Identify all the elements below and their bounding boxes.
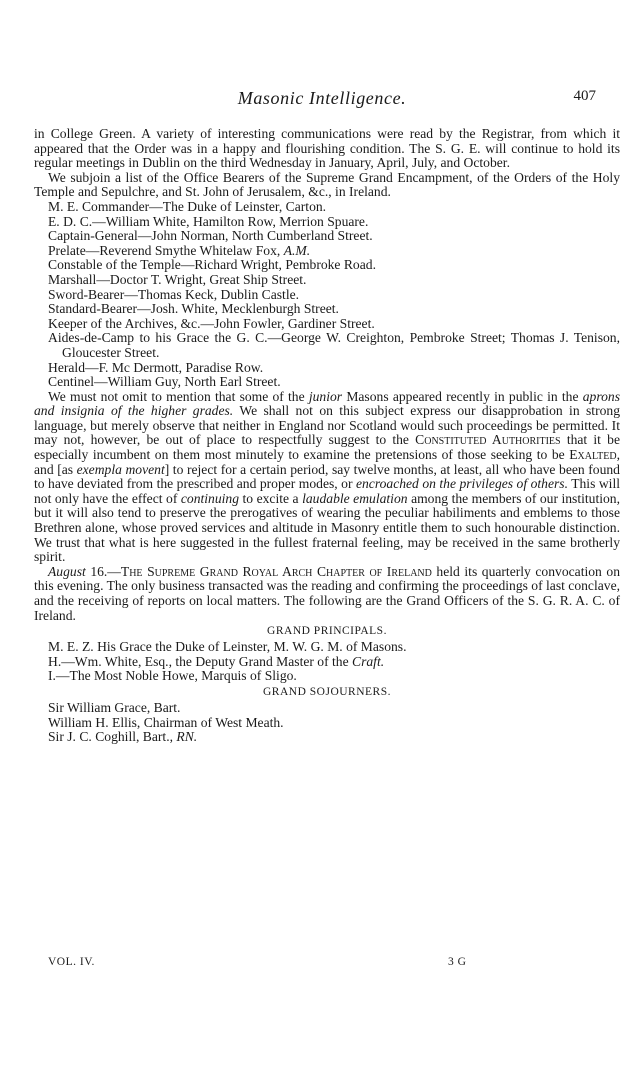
running-title: Masonic Intelligence. <box>237 88 407 108</box>
page-number: 407 <box>573 88 596 104</box>
signature-mark: 3 G <box>448 956 467 968</box>
officer-edc: E. D. C.—William White, Hamilton Row, Merrion Spuare. <box>48 213 369 229</box>
page-footer <box>48 956 596 972</box>
page-header <box>48 88 596 112</box>
heading-grand-sojourners: GRAND SOJOURNERS. <box>263 685 391 698</box>
page-body <box>34 127 620 745</box>
grand-principals-list <box>48 640 620 684</box>
heading-grand-principals: GRAND PRINCIPALS. <box>267 625 387 638</box>
officer-marshall: Marshall—Doctor T. Wright, Great Ship Street. <box>48 271 307 287</box>
principal-h: H.—Wm. White, Esq., the Deputy Grand Master of the Craft. <box>48 653 385 669</box>
officer-constable: Constable of the Temple—Richard Wright, Pembroke Road. <box>48 257 376 273</box>
officer-standard-bearer: Standard-Bearer—Josh. White, Mecklenburgh Street. <box>48 301 339 317</box>
officer-captain-general: Captain-General—John Norman, North Cumberland Street. <box>48 228 373 244</box>
officer-commander: M. E. Commander—The Duke of Leinster, Carton. <box>48 198 327 214</box>
paragraph-college-green: in College Green. A variety of interesting communications were read by the Registrar, from which it appeared that the Order was in a happy and flourishing condition. The S. G. E. will continue to hold its regular meetings in Dublin on the third Wednesday in January, April, July, and October. <box>34 126 620 171</box>
officer-sword-bearer: Sword-Bearer—Thomas Keck, Dublin Castle. <box>48 286 300 302</box>
paragraph-office-bearers-intro: We subjoin a list of the Office Bearers of the Supreme Grand Encampment, of the Orders of the Holy Temple and Sepulchre, and St. John of Jerusalem, &c., in Ireland. <box>34 169 620 200</box>
sojourner-grace: Sir William Grace, Bart. <box>48 699 181 715</box>
officer-prelate: Prelate—Reverend Smythe Whitelaw Fox, A.M. <box>48 242 311 258</box>
office-bearers-list <box>48 200 620 390</box>
sojourner-coghill: Sir J. C. Coghill, Bart., RN. <box>48 729 198 745</box>
sojourner-ellis: William H. Ellis, Chairman of West Meath. <box>48 714 284 730</box>
officer-herald: Herald—F. Mc Dermott, Paradise Row. <box>48 359 264 375</box>
paragraph-royal-arch-chapter: August 16.—The Supreme Grand Royal Arch Chapter of Ireland held its quarterly convocation on this evening. The only business transacted was the reading and confirming the proceedings of last conclave, and the receiving of reports on local matters. The following are the Grand Officers of the S. G. R. A. C. of Ireland. <box>34 563 620 623</box>
officer-aides-de-camp: Aides-de-Camp to his Grace the G. C.—George W. Creighton, Pembroke Street; Thomas J. Tenison, Gloucester Street. <box>48 330 620 360</box>
volume-label: VOL. IV. <box>48 956 95 968</box>
officer-keeper-archives: Keeper of the Archives, &c.—John Fowler, Gardiner Street. <box>48 315 375 331</box>
officer-centinel: Centinel—William Guy, North Earl Street. <box>48 374 281 390</box>
principal-j: I.—The Most Noble Howe, Marquis of Sligo. <box>48 668 297 684</box>
principal-z: M. E. Z. His Grace the Duke of Leinster, M. W. G. M. of Masons. <box>48 639 407 655</box>
paragraph-junior-masons: We must not omit to mention that some of the junior Masons appeared recently in public in the aprons and insignia of the higher grades. We shall not on this subject express our disapprobation in strong language, but merely observe that neither in England nor Scotland would such proceedings be permitted. It may not, however, be out of place to respectfully suggest to the Constituted Authorities that it be especially incumbent on them most minutely to examine the pretensions of those seeking to be Exalted, and [as exempla movent] to reject for a certain period, say twelve months, at least, all who have been found to have deviated from the prescribed and proper modes, or encroached on the privileges of others. This will not only have the effect of continuing to excite a laudable emulation among the members of our institution, but it will also tend to preserve the prerogatives of wearing the peculiar habiliments and emblems to those Brethren alone, whose proved services and altitude in Masonry entitle them to such honourable distinction. We trust that what is here suggested in the fullest fraternal feeling, may be received in the same brotherly spirit. <box>34 388 621 565</box>
grand-sojourners-list <box>48 701 620 745</box>
